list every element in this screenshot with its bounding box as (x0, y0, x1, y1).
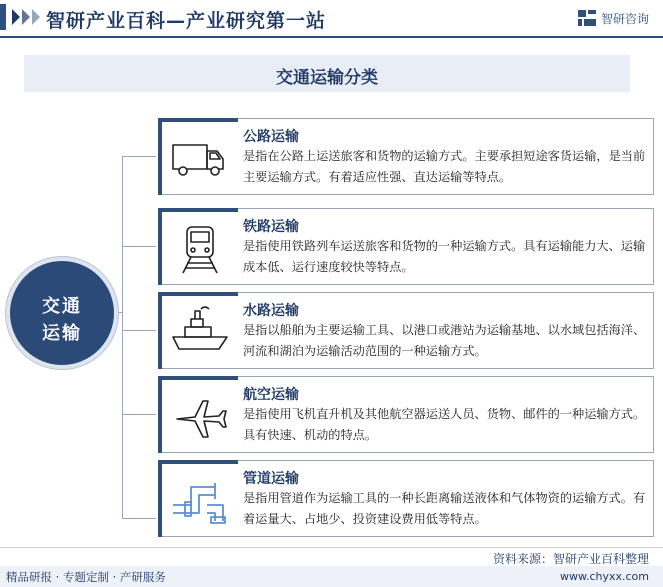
airplane-icon (165, 387, 235, 445)
brand-logo-icon (578, 10, 596, 26)
chevron-right-icon (22, 9, 30, 25)
section-title-band (24, 55, 630, 92)
brand-name: 智研咨询 (600, 11, 649, 26)
category-card-road (158, 118, 654, 195)
header (0, 0, 663, 34)
connector-branch (122, 330, 156, 331)
category-name: 航空运输 (243, 387, 299, 403)
connector-branch (122, 156, 156, 157)
section-title: 交通运输分类 (276, 68, 378, 88)
category-card-rail (158, 208, 654, 285)
category-name: 公路运输 (243, 129, 299, 145)
center-node (6, 257, 118, 369)
ship-icon (165, 303, 235, 361)
connector-branch (122, 518, 156, 519)
category-description: 是指使用铁路列车运送旅客和货物的一种运输方式。具有运输能力大、运输成本低、运行速度较快等特点。 (243, 239, 646, 274)
footer-url[interactable]: www.chyxx.com (559, 570, 649, 583)
connector-branch (122, 414, 156, 415)
chevron-right-icon (12, 9, 20, 25)
category-description: 是指在公路上运送旅客和货物的运输方式。主要承担短途客货运输，是当前主要运输方式。有着适应性强、直达运输等特点。 (243, 149, 646, 184)
footer-divider (0, 547, 663, 548)
category-card-air (158, 376, 654, 453)
category-description: 是指用管道作为运输工具的一种长距离输送液体和气体物资的运输方式。有着运量大、占地少、投资建设费用低等特点。 (243, 491, 646, 526)
center-label-line1: 交通 (42, 296, 82, 317)
connector-trunk (122, 156, 123, 518)
truck-icon (165, 129, 235, 187)
category-card-water (158, 292, 654, 369)
header-divider (0, 36, 663, 38)
connector-branch (122, 246, 156, 247)
header-accent-bar (0, 4, 6, 30)
source-note: 资料来源：智研产业百科整理 (492, 552, 649, 566)
footer-slogan: 精品研报 · 专题定制 · 产研服务 (6, 570, 166, 584)
category-name: 铁路运输 (243, 219, 299, 235)
category-description: 是指使用飞机直升机及其他航空器运送人员、货物、邮件的一种运输方式。具有快速、机动的特点。 (243, 407, 646, 442)
page-title: 智研产业百科—产业研究第一站 (46, 10, 327, 32)
center-label-line2: 运输 (42, 323, 82, 344)
train-icon (165, 219, 235, 277)
category-card-pipeline (158, 460, 654, 537)
pipeline-icon (165, 471, 235, 529)
brand[interactable] (578, 8, 649, 28)
connector-stub (118, 312, 123, 313)
category-name: 水路运输 (243, 303, 299, 319)
category-name: 管道运输 (243, 471, 299, 487)
category-description: 是指以船舶为主要运输工具、以港口或港站为运输基地、以水域包括海洋、河流和湖泊为运输活动范围的一种运输方式。 (243, 323, 646, 358)
chevron-right-icon (32, 9, 40, 25)
footer-bar (0, 566, 663, 587)
